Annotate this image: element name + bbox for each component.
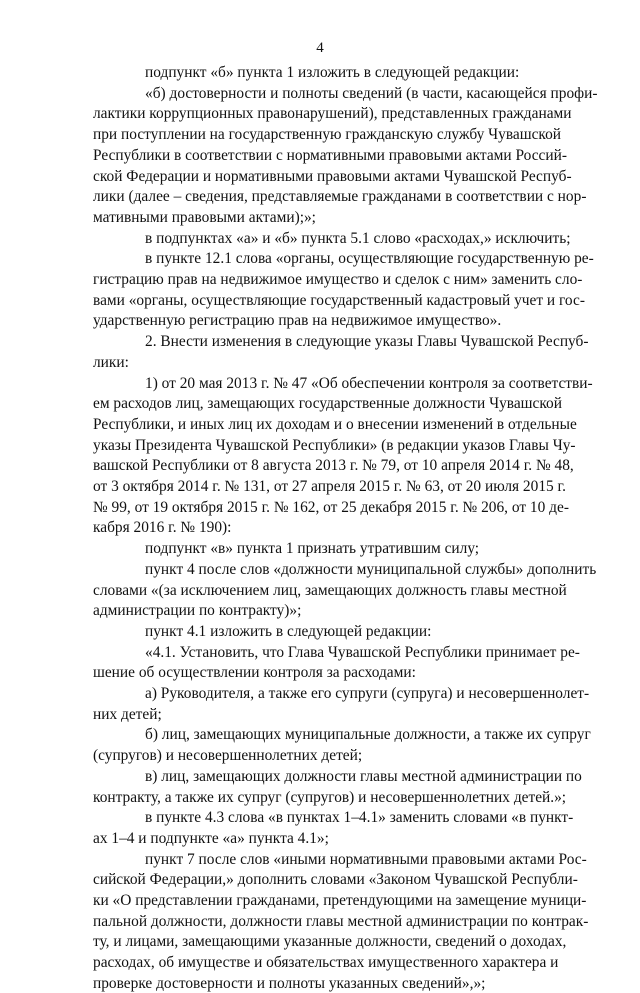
- text-line: в) лиц, замещающих должности главы местной администрации по: [145, 767, 582, 785]
- text-line: лики:: [93, 353, 129, 371]
- text-line: пункт 4.1 изложить в следующей редакции:: [145, 622, 432, 640]
- text-line: (супругов) и несовершеннолетних детей;: [93, 747, 363, 765]
- text-line: указы Президента Чувашской Республики» (в редакции указов Главы Чу-: [93, 436, 576, 454]
- text-line: ударственную регистрацию прав на недвижимое имущество».: [93, 312, 502, 330]
- text-line: лактики коррупционных правонарушений), представленных гражданами: [93, 105, 572, 123]
- text-line: шение об осуществлении контроля за расходами:: [93, 664, 416, 682]
- text-line: при поступлении на государственную гражданскую службу Чувашской: [93, 126, 562, 144]
- page-number: 4: [316, 40, 324, 56]
- text-line: администрации по контракту)»;: [93, 602, 302, 620]
- text-line: проверке достоверности и полноты указанных сведений»,»;: [93, 974, 486, 992]
- text-line: ту, и лицами, замещающими указанные должности, сведений о доходах,: [93, 933, 567, 951]
- text-line: «4.1. Установить, что Глава Чувашской Республики принимает ре-: [145, 643, 580, 661]
- text-line: лики (далее – сведения, представляемые гражданами в соответствии с нор-: [93, 188, 587, 206]
- text-line: пункт 4 после слов «должности муниципальной службы» дополнить: [145, 560, 597, 578]
- text-line: словами «(за исключением лиц, замещающих должность главы местной: [93, 581, 567, 599]
- text-line: Республики, и иных лиц их доходам и о внесении изменений в отдельные: [93, 415, 577, 433]
- text-line: Республики в соответствии с нормативными правовыми актами Россий-: [93, 146, 567, 164]
- text-line: пальной должности, должности главы местной администрации по контрак-: [93, 912, 589, 930]
- text-line: подпункт «в» пункта 1 признать утратившим силу;: [145, 540, 480, 558]
- text-line: в подпунктах «а» и «б» пункта 5.1 слово «расходах,» исключить;: [145, 229, 571, 247]
- text-line: № 99, от 19 октября 2015 г. № 162, от 25 декабря 2015 г. № 206, от 10 де-: [93, 498, 569, 516]
- text-line: контракту, а также их супруг (супругов) и несовершеннолетних детей.»;: [93, 788, 567, 806]
- text-line: них детей;: [93, 705, 162, 723]
- text-line: ем расходов лиц, замещающих государственные должности Чувашской: [93, 395, 562, 413]
- text-line: мативными правовыми актами);»;: [93, 208, 316, 226]
- text-line: «б) достоверности и полноты сведений (в части, касающейся профи-: [145, 84, 598, 102]
- text-line: в пункте 12.1 слова «органы, осуществляющие государственную ре-: [145, 250, 594, 268]
- text-line: 2. Внести изменения в следующие указы Главы Чувашской Респуб-: [145, 333, 589, 351]
- text-line: расходах, об имуществе и обязательствах имущественного характера и: [93, 954, 559, 972]
- text-line: вами «органы, осуществляющие государственный кадастровый учет и гос-: [93, 291, 585, 309]
- text-line: ах 1–4 и подпункте «а» пункта 4.1»;: [93, 829, 329, 847]
- text-line: кабря 2016 г. № 190):: [93, 519, 232, 537]
- text-line: гистрацию прав на недвижимое имущество и сделок с ним» заменить сло-: [93, 271, 583, 288]
- text-line: пункт 7 после слов «иными нормативными правовыми актами Рос-: [145, 850, 587, 868]
- text-line: сийской Федерации,» дополнить словами «Законом Чувашской Республи-: [93, 871, 578, 889]
- text-line: 1) от 20 мая 2013 г. № 47 «Об обеспечении контроля за соответстви-: [145, 374, 593, 392]
- text-line: от 3 октября 2014 г. № 131, от 27 апреля 2015 г. № 63, от 20 июля 2015 г.: [93, 478, 566, 495]
- text-line: б) лиц, замещающих муниципальные должности, а также их супруг: [145, 726, 591, 744]
- text-line: ской Федерации и нормативными правовыми актами Чувашской Респуб-: [93, 167, 572, 185]
- text-line: а) Руководителя, а также его супруги (супруга) и несовершеннолет-: [145, 685, 590, 702]
- text-line: подпункт «б» пункта 1 изложить в следующей редакции:: [145, 64, 520, 81]
- text-line: в пункте 4.3 слова «в пунктах 1–4.1» заменить словами «в пункт-: [145, 809, 574, 827]
- text-line: ки «О представлении гражданами, претендующими на замещение муници-: [93, 892, 587, 909]
- text-line: вашской Республики от 8 августа 2013 г. № 79, от 10 апреля 2014 г. № 48,: [93, 457, 574, 475]
